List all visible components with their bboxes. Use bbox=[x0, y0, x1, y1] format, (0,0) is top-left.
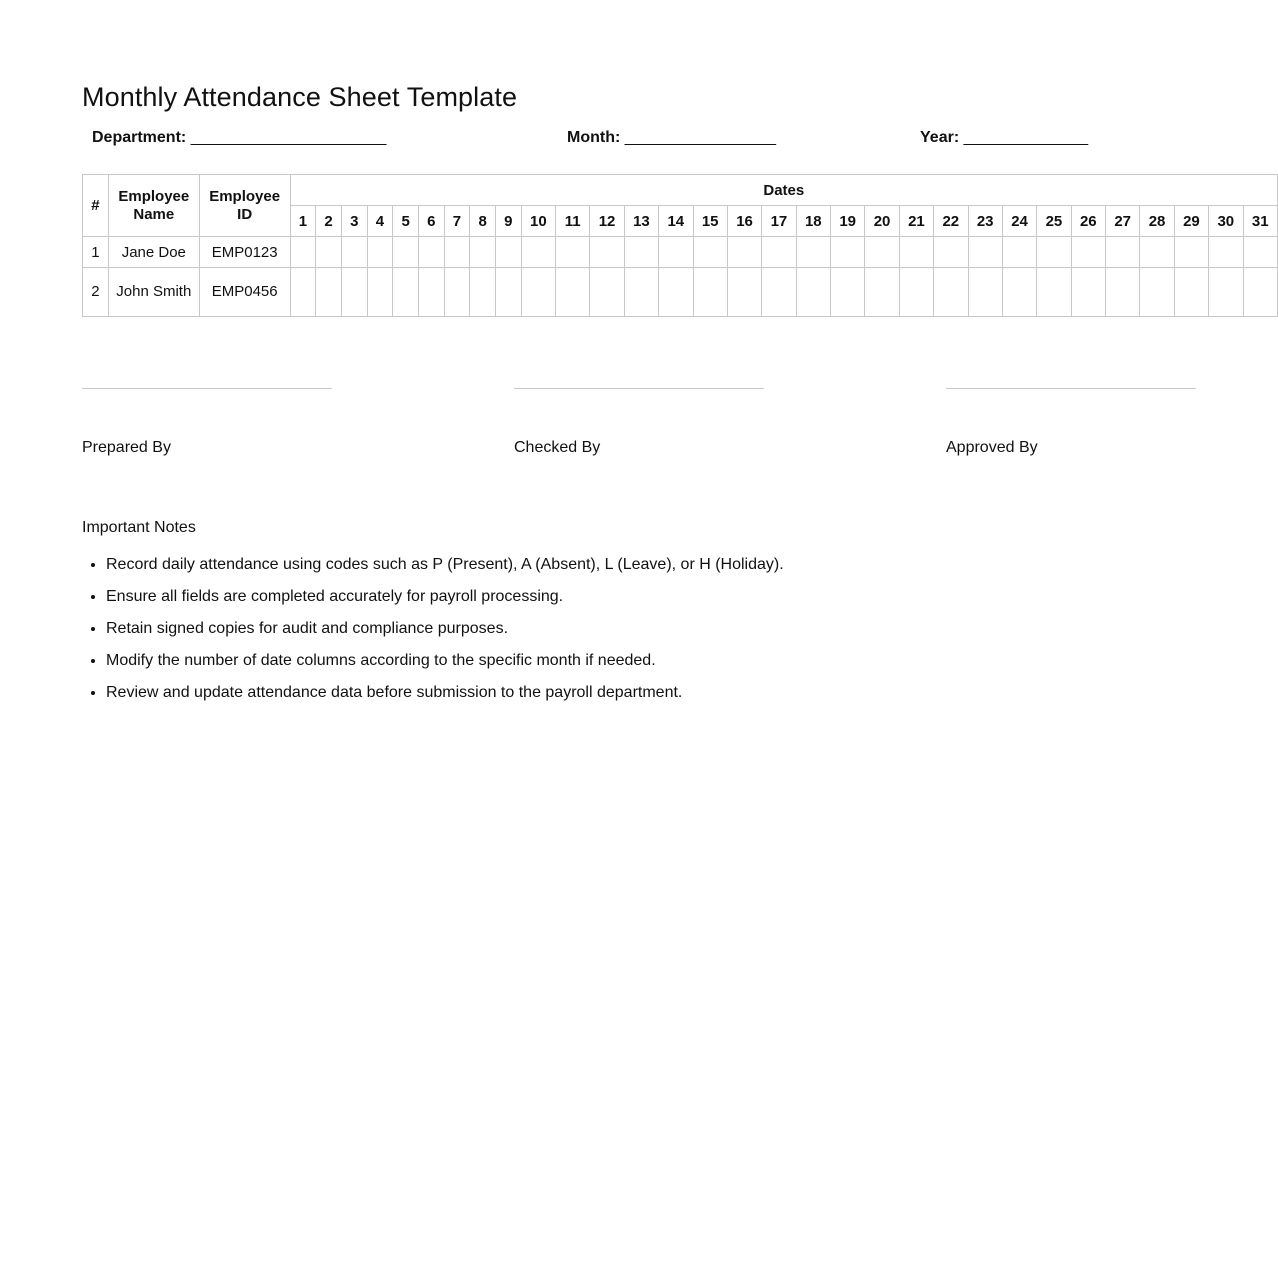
attendance-cell[interactable] bbox=[590, 237, 624, 268]
date-header-cell: 6 bbox=[418, 206, 444, 237]
header-index: # bbox=[83, 175, 109, 237]
checked-signature-line bbox=[514, 388, 764, 389]
date-header-cell: 31 bbox=[1243, 206, 1278, 237]
attendance-cell[interactable] bbox=[1140, 237, 1174, 268]
attendance-cell[interactable] bbox=[393, 268, 419, 317]
date-header-cell: 20 bbox=[865, 206, 899, 237]
date-header-cell: 13 bbox=[624, 206, 658, 237]
attendance-cell[interactable] bbox=[934, 268, 968, 317]
attendance-cell[interactable] bbox=[762, 237, 796, 268]
attendance-cell[interactable] bbox=[899, 268, 933, 317]
date-header-cell: 11 bbox=[556, 206, 590, 237]
attendance-cell[interactable] bbox=[1243, 268, 1278, 317]
attendance-cell[interactable] bbox=[624, 237, 658, 268]
attendance-cell[interactable] bbox=[727, 237, 761, 268]
notes-list bbox=[82, 549, 1106, 709]
attendance-cell[interactable] bbox=[1106, 237, 1140, 268]
attendance-cell[interactable] bbox=[968, 237, 1002, 268]
date-header-cell: 14 bbox=[659, 206, 693, 237]
attendance-cell[interactable] bbox=[418, 268, 444, 317]
attendance-cell[interactable] bbox=[1209, 268, 1243, 317]
date-header-cell: 18 bbox=[796, 206, 830, 237]
attendance-cell[interactable] bbox=[831, 237, 865, 268]
attendance-cell[interactable] bbox=[1002, 268, 1036, 317]
attendance-cell[interactable] bbox=[470, 268, 496, 317]
date-header-cell: 8 bbox=[470, 206, 496, 237]
month-label: Month: bbox=[567, 129, 621, 146]
employee-id-cell: EMP0456 bbox=[199, 268, 290, 317]
attendance-cell[interactable] bbox=[1071, 268, 1105, 317]
year-blank: ______________ bbox=[963, 129, 1089, 146]
note-item: • Ensure all fields are completed accurately for payroll processing. bbox=[106, 581, 1106, 613]
note-item: • Record daily attendance using codes such as P (Present), A (Absent), L (Leave), or H (Holiday). bbox=[106, 549, 1106, 581]
attendance-cell[interactable] bbox=[659, 237, 693, 268]
attendance-cell[interactable] bbox=[290, 268, 316, 317]
attendance-cell[interactable] bbox=[556, 268, 590, 317]
attendance-cell[interactable] bbox=[1037, 268, 1071, 317]
attendance-table bbox=[82, 174, 1278, 317]
prepared-by-label: Prepared By bbox=[82, 439, 171, 456]
attendance-cell[interactable] bbox=[659, 268, 693, 317]
attendance-cell[interactable] bbox=[341, 268, 367, 317]
attendance-cell[interactable] bbox=[590, 268, 624, 317]
approved-signature-line bbox=[946, 388, 1196, 389]
date-header-cell: 7 bbox=[444, 206, 470, 237]
header-employee-name: Employee Name bbox=[108, 175, 199, 237]
attendance-cell[interactable] bbox=[1140, 268, 1174, 317]
attendance-cell[interactable] bbox=[495, 268, 521, 317]
attendance-cell[interactable] bbox=[290, 237, 316, 268]
attendance-cell[interactable] bbox=[693, 268, 727, 317]
attendance-cell[interactable] bbox=[393, 237, 419, 268]
attendance-cell[interactable] bbox=[831, 268, 865, 317]
date-header-cell: 30 bbox=[1209, 206, 1243, 237]
month-field bbox=[567, 129, 776, 147]
prepared-signature-line bbox=[82, 388, 332, 389]
department-blank: ______________________ bbox=[190, 129, 387, 146]
attendance-cell[interactable] bbox=[968, 268, 1002, 317]
date-header-cell: 27 bbox=[1106, 206, 1140, 237]
attendance-cell[interactable] bbox=[470, 237, 496, 268]
attendance-cell[interactable] bbox=[1243, 237, 1278, 268]
attendance-cell[interactable] bbox=[444, 237, 470, 268]
date-header-cell: 10 bbox=[521, 206, 555, 237]
attendance-cell[interactable] bbox=[1106, 268, 1140, 317]
attendance-cell[interactable] bbox=[865, 268, 899, 317]
attendance-cell[interactable] bbox=[316, 268, 342, 317]
attendance-cell[interactable] bbox=[624, 268, 658, 317]
attendance-cell[interactable] bbox=[1174, 268, 1208, 317]
attendance-cell[interactable] bbox=[1002, 237, 1036, 268]
year-field bbox=[920, 129, 1088, 147]
date-header-cell: 9 bbox=[495, 206, 521, 237]
row-index-cell: 1 bbox=[83, 237, 109, 268]
attendance-cell[interactable] bbox=[521, 237, 555, 268]
date-header-cell: 16 bbox=[727, 206, 761, 237]
attendance-cell[interactable] bbox=[418, 237, 444, 268]
page-title: Monthly Attendance Sheet Template bbox=[82, 82, 518, 112]
month-blank: _________________ bbox=[624, 129, 777, 146]
date-header-cell: 28 bbox=[1140, 206, 1174, 237]
date-header-cell: 22 bbox=[934, 206, 968, 237]
note-item: • Retain signed copies for audit and compliance purposes. bbox=[106, 613, 1106, 645]
date-header-cell: 29 bbox=[1174, 206, 1208, 237]
table-row bbox=[83, 237, 1278, 268]
employee-name-cell: Jane Doe bbox=[108, 237, 199, 268]
attendance-cell[interactable] bbox=[1174, 237, 1208, 268]
note-item: • Review and update attendance data before submission to the payroll department. bbox=[106, 677, 1106, 709]
date-header-cell: 19 bbox=[831, 206, 865, 237]
attendance-cell[interactable] bbox=[762, 268, 796, 317]
employee-id-cell: EMP0123 bbox=[199, 237, 290, 268]
attendance-cell[interactable] bbox=[1071, 237, 1105, 268]
approved-by-label: Approved By bbox=[946, 439, 1038, 456]
checked-by-label: Checked By bbox=[514, 439, 601, 456]
year-label: Year: bbox=[920, 129, 960, 146]
attendance-cell[interactable] bbox=[1209, 237, 1243, 268]
header-employee-id: Employee ID bbox=[199, 175, 290, 237]
attendance-cell[interactable] bbox=[796, 237, 830, 268]
note-item: • Modify the number of date columns according to the specific month if needed. bbox=[106, 645, 1106, 677]
date-header-cell: 3 bbox=[341, 206, 367, 237]
date-header-cell: 4 bbox=[367, 206, 393, 237]
attendance-cell[interactable] bbox=[934, 237, 968, 268]
attendance-cell[interactable] bbox=[556, 237, 590, 268]
date-header-cell: 2 bbox=[316, 206, 342, 237]
table-row bbox=[83, 268, 1278, 317]
employee-name-cell: John Smith bbox=[108, 268, 199, 317]
attendance-cell[interactable] bbox=[727, 268, 761, 317]
date-header-cell: 21 bbox=[899, 206, 933, 237]
date-header-cell: 23 bbox=[968, 206, 1002, 237]
date-header-cell: 26 bbox=[1071, 206, 1105, 237]
date-header-cell: 25 bbox=[1037, 206, 1071, 237]
attendance-cell[interactable] bbox=[444, 268, 470, 317]
date-header-cell: 17 bbox=[762, 206, 796, 237]
date-header-cell: 5 bbox=[393, 206, 419, 237]
date-header-cell: 1 bbox=[290, 206, 316, 237]
row-index-cell: 2 bbox=[83, 268, 109, 317]
notes-title: Important Notes bbox=[82, 519, 196, 536]
attendance-cell[interactable] bbox=[521, 268, 555, 317]
attendance-cell[interactable] bbox=[865, 237, 899, 268]
department-field bbox=[92, 129, 386, 147]
attendance-cell[interactable] bbox=[341, 237, 367, 268]
department-label: Department: bbox=[92, 129, 187, 146]
attendance-cell[interactable] bbox=[367, 237, 393, 268]
attendance-cell[interactable] bbox=[316, 237, 342, 268]
attendance-cell[interactable] bbox=[495, 237, 521, 268]
attendance-cell[interactable] bbox=[899, 237, 933, 268]
attendance-cell[interactable] bbox=[367, 268, 393, 317]
header-dates: Dates bbox=[290, 175, 1277, 206]
attendance-cell[interactable] bbox=[693, 237, 727, 268]
attendance-cell[interactable] bbox=[796, 268, 830, 317]
date-header-cell: 24 bbox=[1002, 206, 1036, 237]
attendance-cell[interactable] bbox=[1037, 237, 1071, 268]
date-header-cell: 12 bbox=[590, 206, 624, 237]
date-header-cell: 15 bbox=[693, 206, 727, 237]
